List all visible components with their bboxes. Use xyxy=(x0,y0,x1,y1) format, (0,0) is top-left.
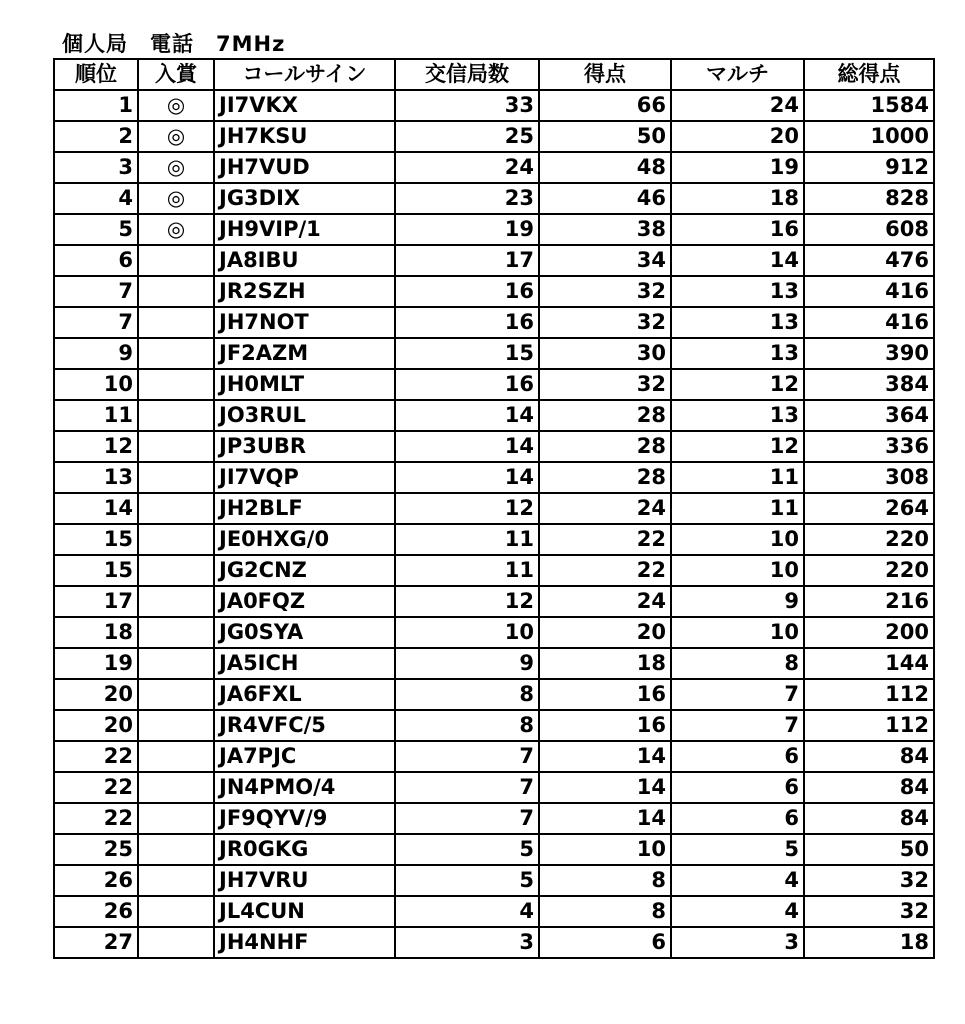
points-cell: 28 xyxy=(539,400,671,431)
callsign-cell: JA6FXL xyxy=(214,679,395,710)
qso-count-cell: 19 xyxy=(395,214,539,245)
rank-cell: 14 xyxy=(54,493,138,524)
qso-count-cell: 7 xyxy=(395,803,539,834)
callsign-cell: JH9VIP/1 xyxy=(214,214,395,245)
qso-count-cell: 12 xyxy=(395,586,539,617)
qso-count-cell: 5 xyxy=(395,834,539,865)
award-cell xyxy=(138,276,214,307)
award-cell xyxy=(138,772,214,803)
award-cell xyxy=(138,555,214,586)
table-row xyxy=(54,369,934,400)
multipliers-cell: 19 xyxy=(671,152,804,183)
total-score-cell: 264 xyxy=(804,493,934,524)
multipliers-cell: 12 xyxy=(671,369,804,400)
rank-cell: 26 xyxy=(54,865,138,896)
points-cell: 14 xyxy=(539,803,671,834)
table-row xyxy=(54,555,934,586)
multipliers-cell: 7 xyxy=(671,679,804,710)
qso-count-cell: 7 xyxy=(395,741,539,772)
callsign-cell: JP3UBR xyxy=(214,431,395,462)
column-header-qso-count: 交信局数 xyxy=(395,59,539,90)
table-row xyxy=(54,741,934,772)
multipliers-cell: 14 xyxy=(671,245,804,276)
multipliers-cell: 16 xyxy=(671,214,804,245)
table-row xyxy=(54,710,934,741)
callsign-cell: JO3RUL xyxy=(214,400,395,431)
callsign-cell: JA0FQZ xyxy=(214,586,395,617)
total-score-cell: 112 xyxy=(804,679,934,710)
multipliers-cell: 6 xyxy=(671,741,804,772)
column-header-total-score: 総得点 xyxy=(804,59,934,90)
qso-count-cell: 15 xyxy=(395,338,539,369)
rank-cell: 13 xyxy=(54,462,138,493)
table-row xyxy=(54,803,934,834)
callsign-cell: JG0SYA xyxy=(214,617,395,648)
rank-cell: 15 xyxy=(54,555,138,586)
award-cell xyxy=(138,462,214,493)
points-cell: 16 xyxy=(539,710,671,741)
table-row xyxy=(54,586,934,617)
points-cell: 38 xyxy=(539,214,671,245)
callsign-cell: JF2AZM xyxy=(214,338,395,369)
table-row xyxy=(54,276,934,307)
points-cell: 22 xyxy=(539,524,671,555)
total-score-cell: 364 xyxy=(804,400,934,431)
points-cell: 30 xyxy=(539,338,671,369)
qso-count-cell: 16 xyxy=(395,369,539,400)
award-cell: ◎ xyxy=(138,183,214,214)
multipliers-cell: 6 xyxy=(671,772,804,803)
qso-count-cell: 11 xyxy=(395,555,539,586)
rank-cell: 7 xyxy=(54,276,138,307)
rank-cell: 6 xyxy=(54,245,138,276)
table-row xyxy=(54,772,934,803)
award-cell: ◎ xyxy=(138,121,214,152)
rank-cell: 25 xyxy=(54,834,138,865)
rank-cell: 27 xyxy=(54,927,138,958)
points-cell: 14 xyxy=(539,772,671,803)
award-cell xyxy=(138,741,214,772)
award-cell xyxy=(138,369,214,400)
points-cell: 48 xyxy=(539,152,671,183)
callsign-cell: JA8IBU xyxy=(214,245,395,276)
qso-count-cell: 3 xyxy=(395,927,539,958)
qso-count-cell: 33 xyxy=(395,90,539,121)
rank-cell: 2 xyxy=(54,121,138,152)
qso-count-cell: 8 xyxy=(395,710,539,741)
multipliers-cell: 11 xyxy=(671,493,804,524)
total-score-cell: 416 xyxy=(804,307,934,338)
points-cell: 18 xyxy=(539,648,671,679)
table-row xyxy=(54,834,934,865)
qso-count-cell: 14 xyxy=(395,462,539,493)
total-score-cell: 200 xyxy=(804,617,934,648)
table-row xyxy=(54,183,934,214)
points-cell: 50 xyxy=(539,121,671,152)
column-header-points: 得点 xyxy=(539,59,671,90)
callsign-cell: JF9QYV/9 xyxy=(214,803,395,834)
callsign-cell: JH2BLF xyxy=(214,493,395,524)
column-header-award: 入賞 xyxy=(138,59,214,90)
total-score-cell: 32 xyxy=(804,896,934,927)
total-score-cell: 912 xyxy=(804,152,934,183)
multipliers-cell: 4 xyxy=(671,896,804,927)
total-score-cell: 32 xyxy=(804,865,934,896)
qso-count-cell: 25 xyxy=(395,121,539,152)
points-cell: 28 xyxy=(539,431,671,462)
rank-cell: 22 xyxy=(54,772,138,803)
table-row xyxy=(54,245,934,276)
award-cell xyxy=(138,896,214,927)
award-cell: ◎ xyxy=(138,90,214,121)
award-cell: ◎ xyxy=(138,152,214,183)
award-cell xyxy=(138,245,214,276)
award-cell xyxy=(138,493,214,524)
callsign-cell: JH7KSU xyxy=(214,121,395,152)
total-score-cell: 384 xyxy=(804,369,934,400)
callsign-cell: JR0GKG xyxy=(214,834,395,865)
total-score-cell: 50 xyxy=(804,834,934,865)
qso-count-cell: 11 xyxy=(395,524,539,555)
callsign-cell: JL4CUN xyxy=(214,896,395,927)
total-score-cell: 476 xyxy=(804,245,934,276)
multipliers-cell: 13 xyxy=(671,400,804,431)
table-row xyxy=(54,90,934,121)
award-cell xyxy=(138,648,214,679)
table-row xyxy=(54,927,934,958)
total-score-cell: 220 xyxy=(804,555,934,586)
callsign-cell: JH4NHF xyxy=(214,927,395,958)
total-score-cell: 216 xyxy=(804,586,934,617)
total-score-cell: 1000 xyxy=(804,121,934,152)
rank-cell: 7 xyxy=(54,307,138,338)
award-cell xyxy=(138,307,214,338)
multipliers-cell: 10 xyxy=(671,555,804,586)
points-cell: 20 xyxy=(539,617,671,648)
multipliers-cell: 10 xyxy=(671,617,804,648)
callsign-cell: JH7NOT xyxy=(214,307,395,338)
points-cell: 6 xyxy=(539,927,671,958)
table-row xyxy=(54,648,934,679)
rank-cell: 9 xyxy=(54,338,138,369)
qso-count-cell: 10 xyxy=(395,617,539,648)
qso-count-cell: 24 xyxy=(395,152,539,183)
multipliers-cell: 18 xyxy=(671,183,804,214)
points-cell: 46 xyxy=(539,183,671,214)
rank-cell: 1 xyxy=(54,90,138,121)
qso-count-cell: 16 xyxy=(395,307,539,338)
table-row xyxy=(54,865,934,896)
table-row xyxy=(54,214,934,245)
award-cell xyxy=(138,338,214,369)
page-title: 個人局 電話 7MHz xyxy=(62,32,286,56)
multipliers-cell: 3 xyxy=(671,927,804,958)
multipliers-cell: 4 xyxy=(671,865,804,896)
total-score-cell: 84 xyxy=(804,772,934,803)
callsign-cell: JH7VUD xyxy=(214,152,395,183)
callsign-cell: JR4VFC/5 xyxy=(214,710,395,741)
multipliers-cell: 13 xyxy=(671,338,804,369)
column-header-callsign: コールサイン xyxy=(214,59,395,90)
total-score-cell: 416 xyxy=(804,276,934,307)
total-score-cell: 84 xyxy=(804,741,934,772)
points-cell: 32 xyxy=(539,276,671,307)
header-row xyxy=(54,59,934,90)
qso-count-cell: 8 xyxy=(395,679,539,710)
points-cell: 8 xyxy=(539,896,671,927)
rank-cell: 20 xyxy=(54,679,138,710)
total-score-cell: 1584 xyxy=(804,90,934,121)
multipliers-cell: 7 xyxy=(671,710,804,741)
qso-count-cell: 5 xyxy=(395,865,539,896)
points-cell: 24 xyxy=(539,493,671,524)
table-row xyxy=(54,338,934,369)
total-score-cell: 828 xyxy=(804,183,934,214)
rank-cell: 3 xyxy=(54,152,138,183)
points-cell: 32 xyxy=(539,307,671,338)
award-cell xyxy=(138,679,214,710)
points-cell: 66 xyxy=(539,90,671,121)
table-row xyxy=(54,307,934,338)
rank-cell: 17 xyxy=(54,586,138,617)
callsign-cell: JE0HXG/0 xyxy=(214,524,395,555)
qso-count-cell: 23 xyxy=(395,183,539,214)
column-header-multipliers: マルチ xyxy=(671,59,804,90)
total-score-cell: 18 xyxy=(804,927,934,958)
callsign-cell: JA5ICH xyxy=(214,648,395,679)
multipliers-cell: 6 xyxy=(671,803,804,834)
rank-cell: 4 xyxy=(54,183,138,214)
award-cell xyxy=(138,400,214,431)
qso-count-cell: 14 xyxy=(395,400,539,431)
table-row xyxy=(54,462,934,493)
award-cell xyxy=(138,865,214,896)
table-row xyxy=(54,679,934,710)
points-cell: 24 xyxy=(539,586,671,617)
callsign-cell: JG2CNZ xyxy=(214,555,395,586)
rank-cell: 15 xyxy=(54,524,138,555)
total-score-cell: 144 xyxy=(804,648,934,679)
total-score-cell: 608 xyxy=(804,214,934,245)
table-row xyxy=(54,121,934,152)
qso-count-cell: 7 xyxy=(395,772,539,803)
total-score-cell: 390 xyxy=(804,338,934,369)
points-cell: 8 xyxy=(539,865,671,896)
multipliers-cell: 9 xyxy=(671,586,804,617)
results-table xyxy=(53,58,935,959)
rank-cell: 26 xyxy=(54,896,138,927)
multipliers-cell: 13 xyxy=(671,307,804,338)
rank-cell: 12 xyxy=(54,431,138,462)
total-score-cell: 112 xyxy=(804,710,934,741)
points-cell: 32 xyxy=(539,369,671,400)
qso-count-cell: 16 xyxy=(395,276,539,307)
award-cell xyxy=(138,524,214,555)
qso-count-cell: 17 xyxy=(395,245,539,276)
qso-count-cell: 14 xyxy=(395,431,539,462)
total-score-cell: 220 xyxy=(804,524,934,555)
table-row xyxy=(54,493,934,524)
table-row xyxy=(54,617,934,648)
callsign-cell: JG3DIX xyxy=(214,183,395,214)
rank-cell: 11 xyxy=(54,400,138,431)
award-cell xyxy=(138,834,214,865)
award-cell xyxy=(138,617,214,648)
rank-cell: 22 xyxy=(54,741,138,772)
table-row xyxy=(54,524,934,555)
callsign-cell: JI7VKX xyxy=(214,90,395,121)
rank-cell: 18 xyxy=(54,617,138,648)
callsign-cell: JR2SZH xyxy=(214,276,395,307)
table-row xyxy=(54,400,934,431)
multipliers-cell: 8 xyxy=(671,648,804,679)
rank-cell: 22 xyxy=(54,803,138,834)
table-row xyxy=(54,896,934,927)
results-body xyxy=(54,90,934,958)
multipliers-cell: 12 xyxy=(671,431,804,462)
callsign-cell: JH7VRU xyxy=(214,865,395,896)
total-score-cell: 336 xyxy=(804,431,934,462)
points-cell: 28 xyxy=(539,462,671,493)
qso-count-cell: 4 xyxy=(395,896,539,927)
multipliers-cell: 20 xyxy=(671,121,804,152)
qso-count-cell: 12 xyxy=(395,493,539,524)
total-score-cell: 308 xyxy=(804,462,934,493)
callsign-cell: JH0MLT xyxy=(214,369,395,400)
multipliers-cell: 5 xyxy=(671,834,804,865)
multipliers-cell: 11 xyxy=(671,462,804,493)
column-header-rank: 順位 xyxy=(54,59,138,90)
award-cell xyxy=(138,710,214,741)
points-cell: 22 xyxy=(539,555,671,586)
qso-count-cell: 9 xyxy=(395,648,539,679)
rank-cell: 10 xyxy=(54,369,138,400)
multipliers-cell: 13 xyxy=(671,276,804,307)
table-row xyxy=(54,152,934,183)
total-score-cell: 84 xyxy=(804,803,934,834)
multipliers-cell: 10 xyxy=(671,524,804,555)
award-cell xyxy=(138,431,214,462)
award-cell: ◎ xyxy=(138,214,214,245)
callsign-cell: JI7VQP xyxy=(214,462,395,493)
table-row xyxy=(54,431,934,462)
rank-cell: 5 xyxy=(54,214,138,245)
callsign-cell: JN4PMO/4 xyxy=(214,772,395,803)
points-cell: 10 xyxy=(539,834,671,865)
award-cell xyxy=(138,927,214,958)
rank-cell: 19 xyxy=(54,648,138,679)
points-cell: 16 xyxy=(539,679,671,710)
points-cell: 34 xyxy=(539,245,671,276)
callsign-cell: JA7PJC xyxy=(214,741,395,772)
multipliers-cell: 24 xyxy=(671,90,804,121)
award-cell xyxy=(138,586,214,617)
award-cell xyxy=(138,803,214,834)
points-cell: 14 xyxy=(539,741,671,772)
rank-cell: 20 xyxy=(54,710,138,741)
